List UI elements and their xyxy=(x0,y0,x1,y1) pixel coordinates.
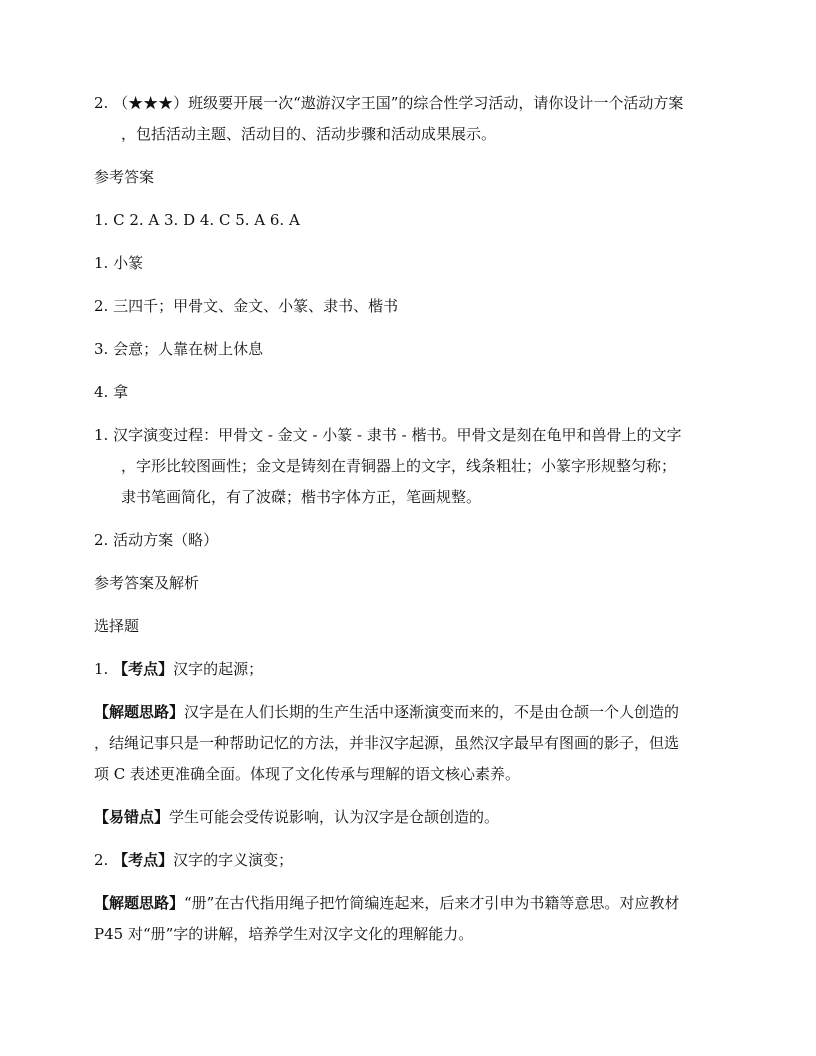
short-answer-1-line-3: 隶书笔画简化，有了波磔；楷书字体方正，笔画规整。 xyxy=(121,488,482,506)
fill-answer-4: 4. 拿 xyxy=(94,383,129,401)
item-1-kaodian-tag: 【考点】 xyxy=(113,660,174,678)
document-content xyxy=(94,88,722,962)
item-2-silu-line-2: P45 对“册”字的讲解，培养学生对汉字文化的理解能力。 xyxy=(94,925,474,943)
item-2-kaodian-tag: 【考点】 xyxy=(113,851,174,869)
question-2 xyxy=(94,88,722,150)
item-1-yicuo-tag: 【易错点】 xyxy=(94,808,170,826)
item-1-number: 1. xyxy=(94,660,114,678)
choice-answers: 1. C 2. A 3. D 4. C 5. A 6. A xyxy=(94,211,300,229)
analysis-heading: 参考答案及解析 xyxy=(94,574,200,592)
item-1-kaodian xyxy=(94,654,722,685)
item-1-kaodian-text: 汉字的起源； xyxy=(173,660,264,678)
item-2-silu-text-1: “册”在古代指用绳子把竹简编连起来，后来才引申为书籍等意思。对应教材 xyxy=(184,894,680,912)
item-1-silu-line-3: 项 C 表述更准确全面。体现了文化传承与理解的语文核心素养。 xyxy=(94,765,521,783)
item-1-silu-text-1: 汉字是在人们长期的生产生活中逐渐演变而来的，不是由仓颉一个人创造的 xyxy=(184,703,680,721)
item-1-yicuo-text: 学生可能会受传说影响，认为汉字是仓颉创造的。 xyxy=(169,808,500,826)
short-answer-2: 2. 活动方案（略） xyxy=(94,531,219,549)
answers-heading: 参考答案 xyxy=(94,168,155,186)
short-answer-1-line-2: ，字形比较图画性；金文是铸刻在青铜器上的文字，线条粗壮；小篆字形规整匀称； xyxy=(121,457,677,475)
choice-section-heading: 选择题 xyxy=(94,617,140,635)
item-2-silu-line-1 xyxy=(94,888,722,919)
fill-answer-1: 1. 小篆 xyxy=(94,254,144,272)
short-answer-1 xyxy=(94,420,722,513)
item-2-number: 2. xyxy=(94,851,114,869)
item-1-silu-line-1 xyxy=(94,697,722,728)
question-2-line-1: 2. （★★★）班级要开展一次“遨游汉字王国”的综合性学习活动，请你设计一个活动方案 xyxy=(94,94,684,112)
fill-answer-2: 2. 三四千；甲骨文、金文、小篆、隶书、楷书 xyxy=(94,297,399,315)
item-1-silu-line-2: ，结绳记事只是一种帮助记忆的方法，并非汉字起源，虽然汉字最早有图画的影子，但选 xyxy=(94,734,680,752)
item-2-silu-tag: 【解题思路】 xyxy=(94,894,185,912)
question-2-line-2: ，包括活动主题、活动目的、活动步骤和活动成果展示。 xyxy=(121,125,497,143)
item-1-silu xyxy=(94,697,722,790)
item-2-kaodian xyxy=(94,845,722,876)
item-1-yicuo xyxy=(94,802,722,833)
item-2-kaodian-text: 汉字的字义演变； xyxy=(173,851,294,869)
item-1-silu-tag: 【解题思路】 xyxy=(94,703,185,721)
short-answer-1-line-1: 1. 汉字演变过程：甲骨文 - 金文 - 小篆 - 隶书 - 楷书。甲骨文是刻在龟甲和兽骨上的文字 xyxy=(94,426,682,444)
item-2-silu xyxy=(94,888,722,950)
fill-answer-3: 3. 会意；人靠在树上休息 xyxy=(94,340,264,358)
